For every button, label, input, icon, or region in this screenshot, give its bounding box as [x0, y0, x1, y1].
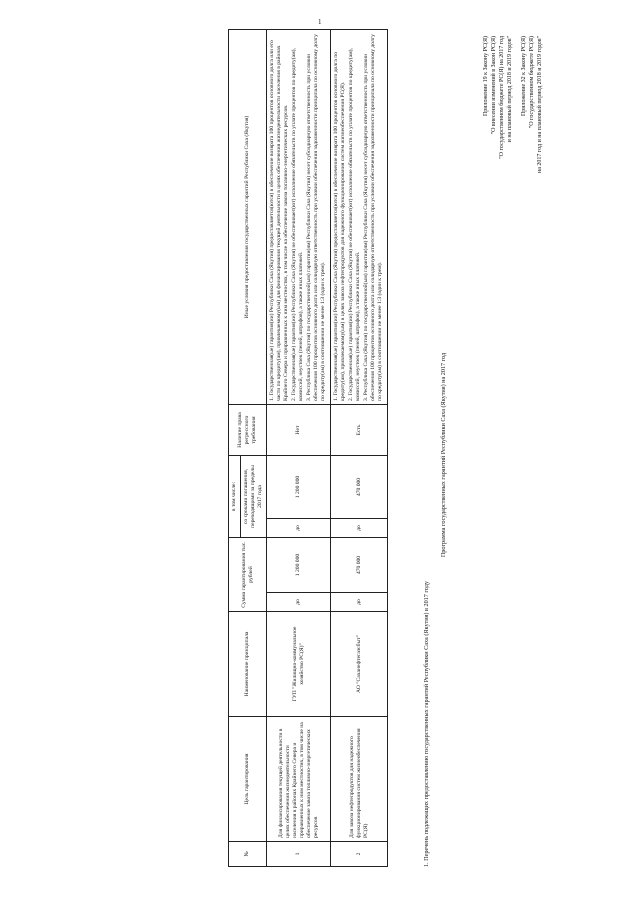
- term-item: 3. Республика Саха (Якутия) по государственной(ым) гарантии(ям) Республики Саха (Якутия) несет субсидиарную ответственность при условии обеспечения 100 процентов основного долга или солидарную ответственность при условии обеспечения задолженности принципала по основному долгу по кредиту(ам) в соотношении не менее 1:3 (один к трем).: [363, 34, 383, 401]
- term-item: 2. Государственная(ые) гарантия(ии) Республики Саха (Якутия) не обеспечивает(ют) исполнение обязательств по уплате процентов по кредиту(ам), комиссий, неустоек (пеней, штрафов), а также иных платежей.: [348, 48, 361, 401]
- row-do: до: [331, 593, 388, 612]
- header-block: [482, 36, 544, 336]
- header-line: Приложение 32 к Закону РС(Я): [521, 36, 527, 117]
- header-line: "О государственном бюджете РС(Я) на 2017 год: [499, 36, 505, 159]
- header-terms: Иные условия предоставления государственных гарантий Республики Саха (Якутия): [229, 30, 267, 405]
- row-num: 2: [331, 842, 388, 867]
- page-number: 1: [318, 18, 322, 26]
- header-line: на 2017 год и на плановый период 2018 и 2019 годов": [537, 36, 543, 173]
- row-goal: Для финансирования текущей деятельности в целях обеспечения жизнедеятельности населения в районах Крайнего Севера и приравненных к ним местностях, в том числе на обеспечение завоза топливно-энергетических ресурсов: [267, 717, 331, 842]
- header-line: "О государственном бюджете РС(Я): [529, 36, 535, 129]
- term-item: 1. Государственная(ые) гарантия(ии) Республики Саха (Якутия) предоставляется(ются) в обеспечение возврата 100 процентов основного долга или его части по кредиту(ам), привлекаемому(ым) для финансирования текущей деятельности в целях обеспечения жизнедеятельности населения в районах Крайнего Севера и приравненных к ним местностях, в том числе на обеспечение завоза топливно-энергетических ресурсов.: [269, 40, 289, 401]
- row-regress: Нет: [267, 405, 331, 456]
- row-terms: [267, 30, 331, 405]
- row-regress: Есть: [331, 405, 388, 456]
- term-item: 1. Государственная(ые) гарантия(ии) Республики Саха (Якутия) предоставляется(ются) в обеспечение возврата 100 процентов основного долга по кредиту(ам), привлекаемому(ым) в целях завоза нефтепродуктов для надежного функционирования систем жизнеобеспечения РС(Я).: [333, 51, 346, 401]
- term-item: 3. Республика Саха (Якутия) по государственной(ым) гарантии(ям) Республики Саха (Якутия) несет субсидиарную ответственность при условии обеспечения 100 процентов основного долга или солидарную ответственность при условии обеспечения задолженности принципала по основному долгу по кредиту(ам) в соотношении не менее 1:3 (один к трем).: [306, 34, 326, 401]
- row-do2: до: [331, 519, 388, 538]
- header-incl: в том числе:: [229, 456, 241, 538]
- document-title: Программа государственных гарантий Республики Саха (Якутия) на 2017 год: [440, 352, 447, 558]
- row-principal: ГУП "Жилищно-коммунальное хозяйство РС(Я)": [267, 612, 331, 717]
- row-num: 1: [267, 842, 331, 867]
- header-line: Приложение 19 к Закону РС(Я): [483, 36, 489, 117]
- row-terms: [331, 30, 388, 405]
- header-goal: Цель гарантирования: [229, 717, 267, 842]
- header-principal: Наименование принципала: [229, 612, 267, 717]
- term-item: 2. Государственная(ые) гарантия(ии) Республики Саха (Якутия) не обеспечивает(ют) исполнение обязательств по уплате процентов по кредиту(ам), комиссий, неустоек (пеней, штрафов), а также иных платежей.: [291, 48, 304, 401]
- header-line: "О внесении изменений в Закон РС(Я): [491, 36, 497, 135]
- header-regress: Наличие права регрессного требования: [229, 405, 267, 456]
- row-principal: АО "Саханефтегазсбыт": [331, 612, 388, 717]
- header-incl-sub: со сроками погашения, переходящими за пределы 2017 года: [241, 456, 267, 538]
- row-do2: до: [267, 519, 331, 538]
- document-subtitle: 1. Перечень подлежащих предоставлению государственных гарантий Республики Саха (Якутия) в 2017 году: [423, 581, 430, 867]
- row-do: до: [267, 593, 331, 612]
- table-row: [331, 30, 388, 867]
- row-sum: 470 000: [331, 538, 388, 593]
- row-sum2: 1 200 000: [267, 456, 331, 519]
- header-num: №: [229, 842, 267, 867]
- guarantees-table: [228, 29, 388, 867]
- row-sum: 1 200 000: [267, 538, 331, 593]
- row-goal: Для завоза нефтепродуктов для надежного функционирования систем жизнеобеспечения РС(Я): [331, 717, 388, 842]
- table-row: [267, 30, 331, 867]
- row-sum2: 470 000: [331, 456, 388, 519]
- header-sum: Сумма гарантирования тыс. рублей: [229, 538, 267, 612]
- header-line: и на плановый период 2018 и 2019 годов": [507, 36, 513, 143]
